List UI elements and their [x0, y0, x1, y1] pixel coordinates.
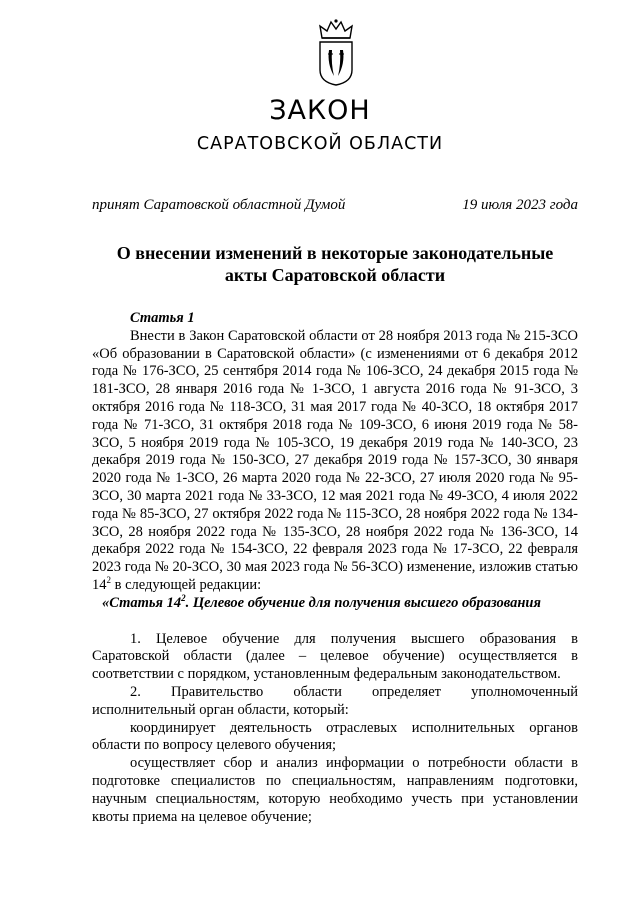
paragraph-4: осуществляет сбор и анализ информации о потребности области в подготовке специалистов по специальностям, направлениям подготовки, научным специальностям, которую необходимо учесть при установлении квоты приема на целевое обучение;	[92, 755, 578, 825]
law-body	[92, 310, 578, 826]
law-title: ЗАКОН	[269, 95, 371, 126]
spacer	[92, 613, 578, 631]
article-1-label: Статья 1	[130, 310, 195, 326]
article-1-text	[92, 328, 578, 595]
paragraph-3: координирует деятельность отраслевых исполнительных органов области по вопросу целевого обучения;	[92, 719, 578, 754]
law-heading	[92, 242, 578, 286]
adoption-date: 19 июля 2023 года	[462, 197, 578, 213]
law-heading-line-2: акты Саратовской области	[224, 265, 446, 285]
new-article-title-prefix: «Статья 14	[102, 594, 182, 611]
law-heading-line-1: О внесении изменений в некоторые законодательные	[116, 243, 554, 263]
region-subtitle: САРАТОВСКОЙ ОБЛАСТИ	[196, 134, 444, 154]
new-article-superscript: 2	[181, 592, 186, 603]
new-article-title-suffix: . Целевое обучение для получения высшего образования	[185, 594, 541, 611]
paragraph-1: 1. Целевое обучение для получения высшего образования в Саратовской области (далее – целевое обучение) осуществляется в соответствии с порядком, установленным федеральным законодательством.	[92, 630, 578, 683]
new-article-title	[92, 592, 578, 613]
saratov-coat-of-arms-icon	[316, 18, 356, 86]
article-1-superscript: 2	[106, 575, 111, 586]
article-1-text-main: Внести в Закон Саратовской области от 28 ноября 2013 года № 215-ЗСО «Об образовании в Саратовской области» (с изменениями от 6 декабря 2012 года № 176-ЗСО, 25 сентября 2014 года № 106-ЗСО, 24 декабря 2015 года № 181-ЗСО, 28 января 2016 года № 1-ЗСО, 1 августа 2016 года № 91-ЗСО, 3 октября 2016 года № 118-ЗСО, 31 мая 2017 года № 40-ЗСО, 18 октября 2017 года № 71-ЗСО, 31 октября 2018 года № 109-ЗСО, 6 июня 2019 года № 58-ЗСО, 5 ноября 2019 года № 105-ЗСО, 19 декабря 2019 года № 140-ЗСО, 23 декабря 2019 года № 150-ЗСО, 27 декабря 2019 года № 157-ЗСО, 30 января 2020 года № 1-ЗСО, 26 марта 2020 года № 22-ЗСО, 27 июля 2020 года № 95-ЗСО, 30 марта 2021 года № 33-ЗСО, 12 мая 2021 года № 49-ЗСО, 4 июля 2022 года № 85-ЗСО, 27 октября 2022 года № 115-ЗСО, 28 ноября 2022 года № 134-ЗСО, 28 ноября 2022 года № 135-ЗСО, 28 ноября 2022 года № 136-ЗСО, 14 декабря 2022 года № 154-ЗСО, 22 февраля 2023 года № 17-ЗСО, 22 февраля 2023 года № 20-ЗСО, 30 мая 2023 года № 56-ЗСО) изменение, изложив статью 14	[92, 327, 578, 593]
adoption-note: принят Саратовской областной Думой	[92, 197, 346, 213]
paragraph-2: 2. Правительство области определяет уполномоченный исполнительный орган области, который:	[92, 683, 578, 718]
article-1-text-end: в следующей редакции:	[111, 576, 262, 593]
